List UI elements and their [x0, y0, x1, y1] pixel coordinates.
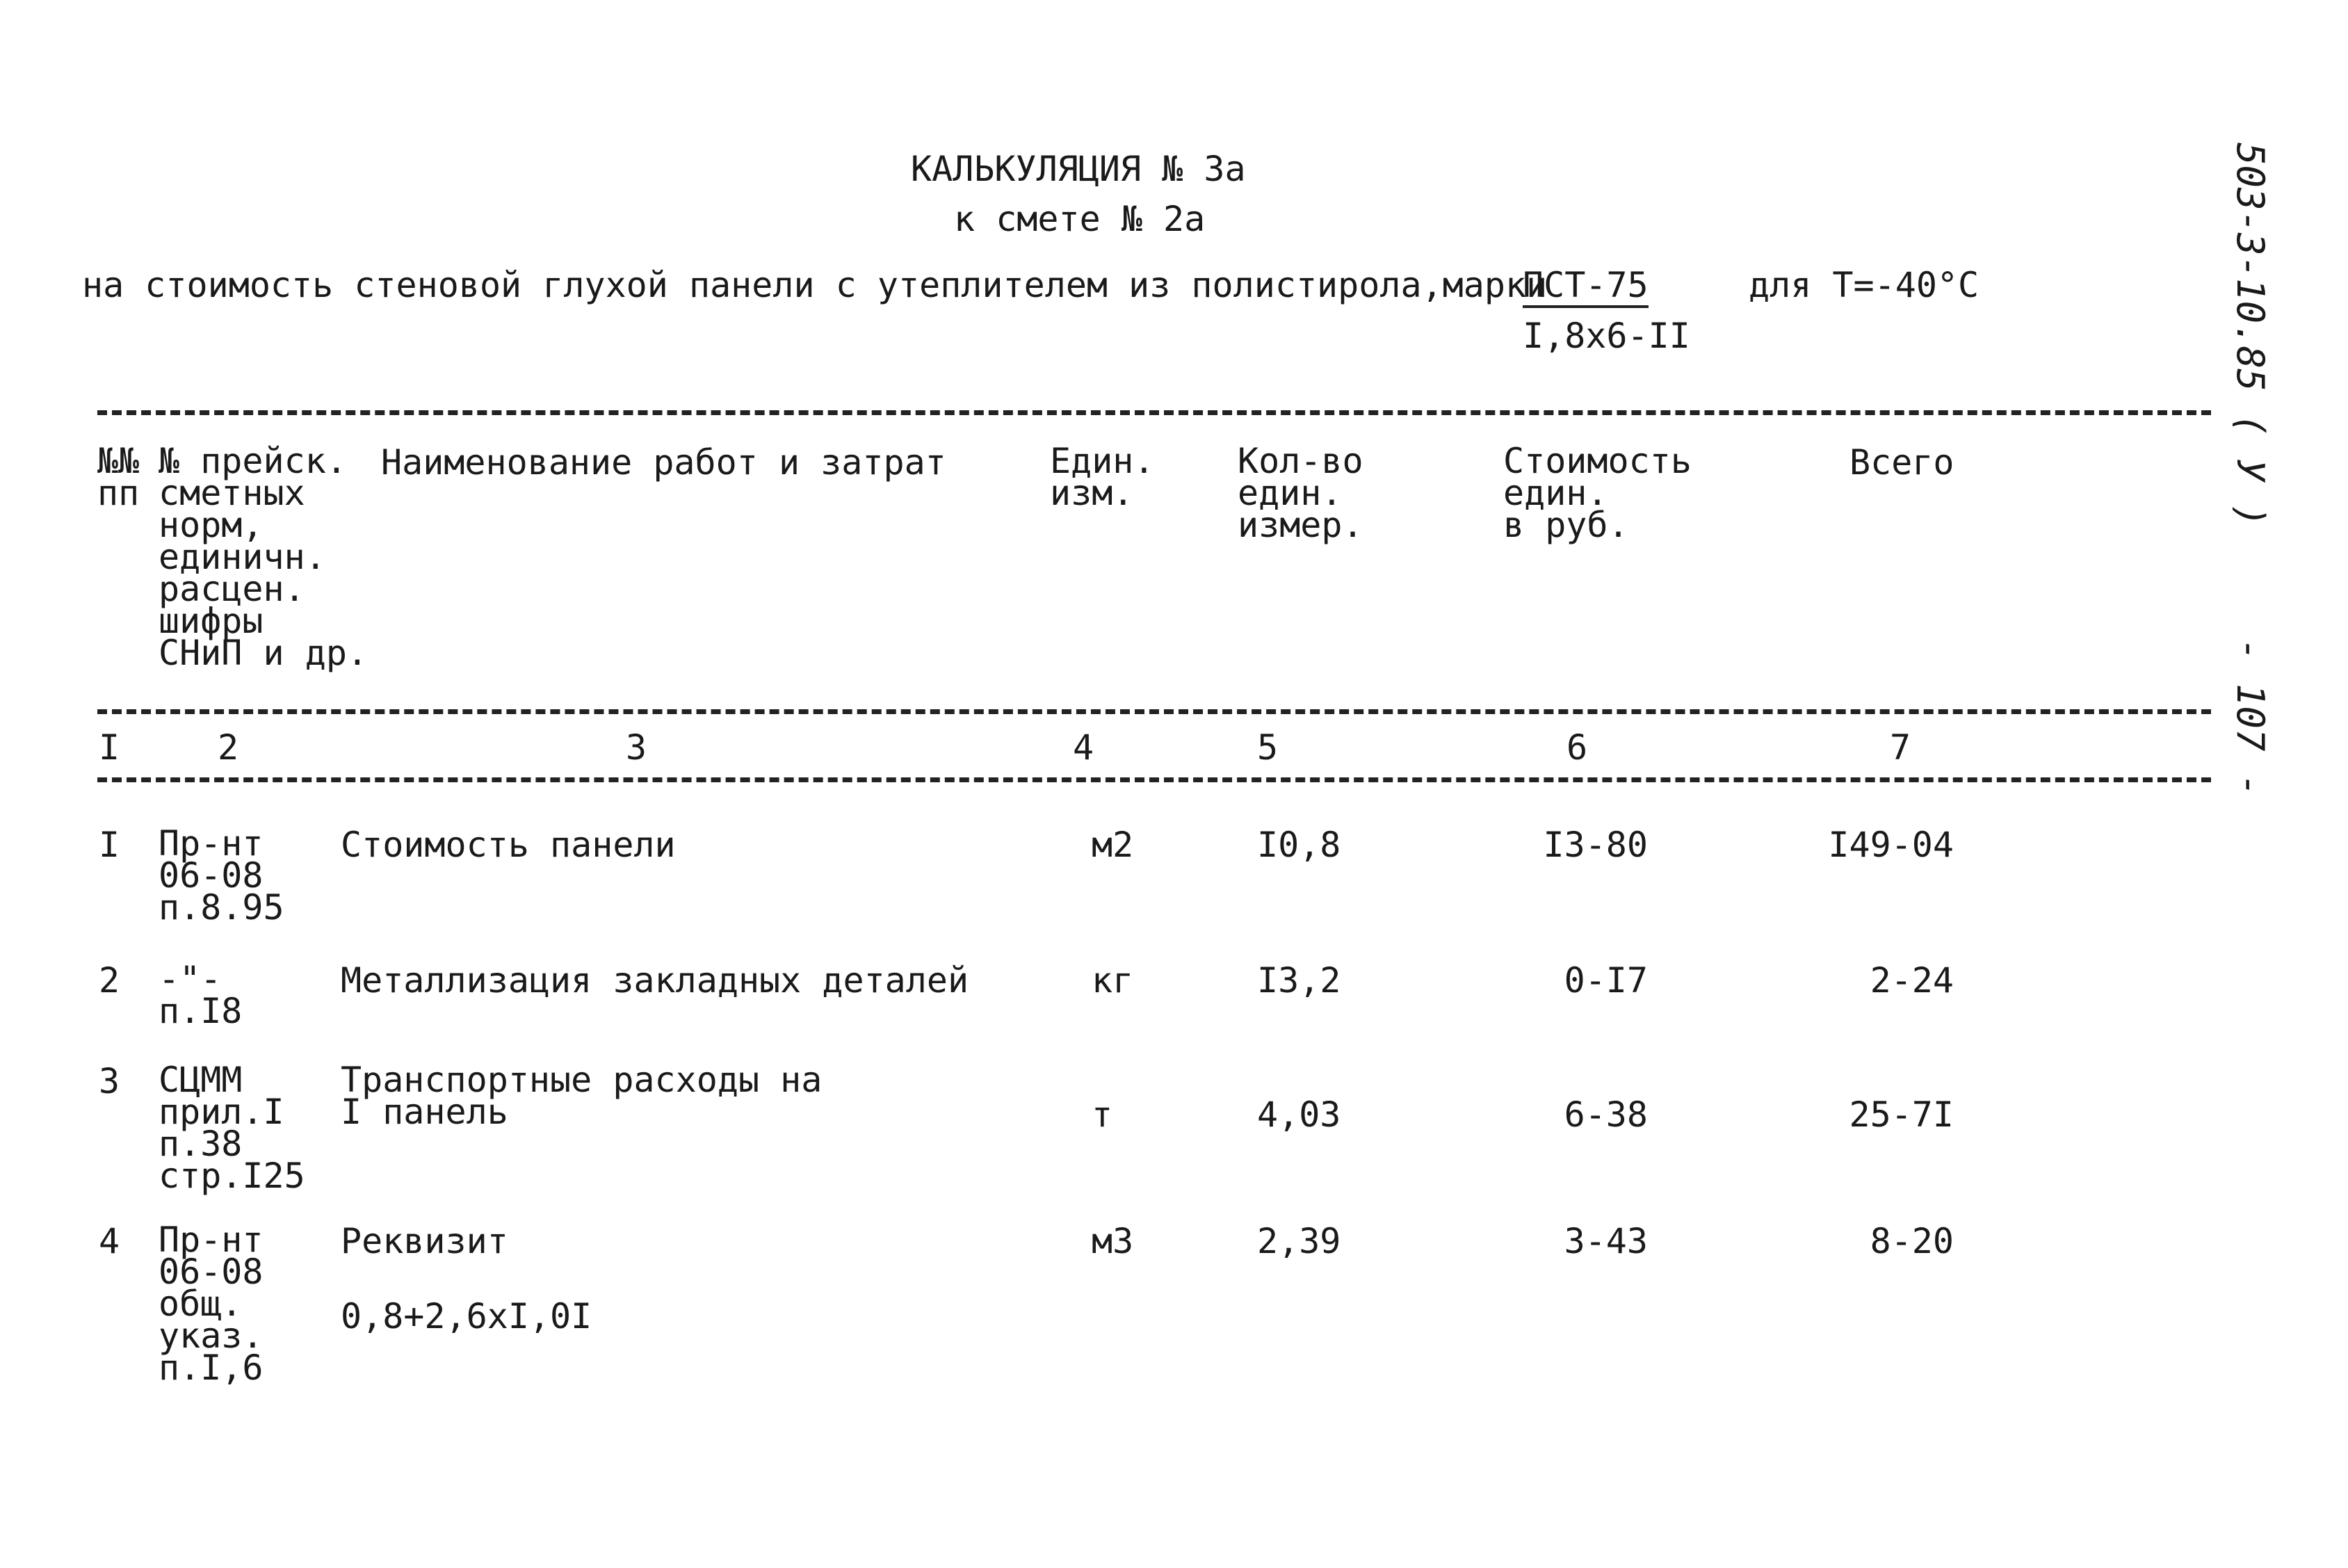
- header-col-1: №№ пп: [97, 441, 140, 513]
- col-number: 7: [1890, 727, 1911, 768]
- row-quantity: I3,2: [1257, 960, 1341, 1001]
- header-col-5: Кол-во един. измер.: [1238, 441, 1363, 545]
- row-unit-price: I3-80: [1543, 825, 1648, 865]
- header-bottom-rule: [97, 709, 2211, 714]
- row-name: Реквизит: [341, 1221, 508, 1261]
- row-name: Металлизация закладных деталей: [341, 960, 969, 1001]
- row-total: 8-20: [1870, 1221, 1954, 1261]
- row-total: 25-7I: [1849, 1094, 1954, 1135]
- row-number: I: [99, 825, 120, 865]
- row-unit: м2: [1092, 825, 1134, 865]
- col-number: 3: [626, 727, 647, 768]
- row-quantity: 2,39: [1257, 1221, 1341, 1261]
- row-unit: т: [1092, 1094, 1113, 1135]
- row-unit: м3: [1092, 1221, 1134, 1261]
- col-number: 2: [218, 727, 239, 768]
- col-numbers-rule: [97, 777, 2211, 782]
- row-unit-price: 6-38: [1564, 1094, 1648, 1135]
- col-number: 5: [1257, 727, 1279, 768]
- header-col-2: № прейск. сметных норм, единичн. расцен. шифры СНиП и др.: [159, 441, 369, 673]
- header-col-6: Стоимость един. в руб.: [1503, 441, 1692, 545]
- row-name: Транспортные расходы на I панель: [341, 1060, 823, 1132]
- row-unit-price: 3-43: [1564, 1221, 1648, 1261]
- row-total: I49-04: [1828, 825, 1954, 865]
- document-description: на стоимость стеновой глухой панели с утеплителем из полистирола,марки: [82, 265, 1548, 305]
- col-number: 6: [1566, 727, 1588, 768]
- col-number: I: [99, 727, 120, 768]
- row-unit: кг: [1092, 960, 1134, 1001]
- row-reference: СЦММ прил.I п.38 стр.I25: [159, 1060, 305, 1196]
- row-quantity: 4,03: [1257, 1094, 1341, 1135]
- row-name: Стоимость панели: [341, 825, 676, 865]
- document-subtitle: к смете № 2а: [954, 199, 1206, 239]
- row-total: 2-24: [1870, 960, 1954, 1001]
- row-number: 2: [99, 960, 120, 1001]
- header-col-7: Всего: [1849, 442, 1954, 483]
- panel-mark-sub: I,8x6-II: [1523, 316, 1690, 356]
- row-reference: -"- п.I8: [159, 959, 243, 1031]
- panel-mark: ПСТ-75: [1523, 268, 1649, 308]
- document-title: КАЛЬКУЛЯЦИЯ № 3а: [911, 149, 1246, 189]
- row-name-formula: 0,8+2,6xI,0I: [341, 1296, 592, 1336]
- row-number: 3: [99, 1061, 120, 1101]
- row-quantity: I0,8: [1257, 825, 1341, 865]
- row-unit-price: 0-I7: [1564, 960, 1648, 1001]
- col-number: 4: [1073, 727, 1094, 768]
- row-reference: Пр-нт 06-08 п.8.95: [159, 823, 284, 928]
- page-number: - 107 -: [2228, 638, 2272, 797]
- row-reference: Пр-нт 06-08 общ. указ. п.I,6: [159, 1220, 264, 1388]
- document-code: 503-3-10.85 ( У ): [2228, 143, 2272, 527]
- header-col-4: Един. изм.: [1050, 441, 1155, 513]
- row-number: 4: [99, 1221, 120, 1261]
- header-col-3: Наименование работ и затрат: [381, 442, 946, 483]
- temperature-condition: для Т=-40°С: [1749, 265, 1979, 305]
- table-top-rule: [97, 410, 2211, 415]
